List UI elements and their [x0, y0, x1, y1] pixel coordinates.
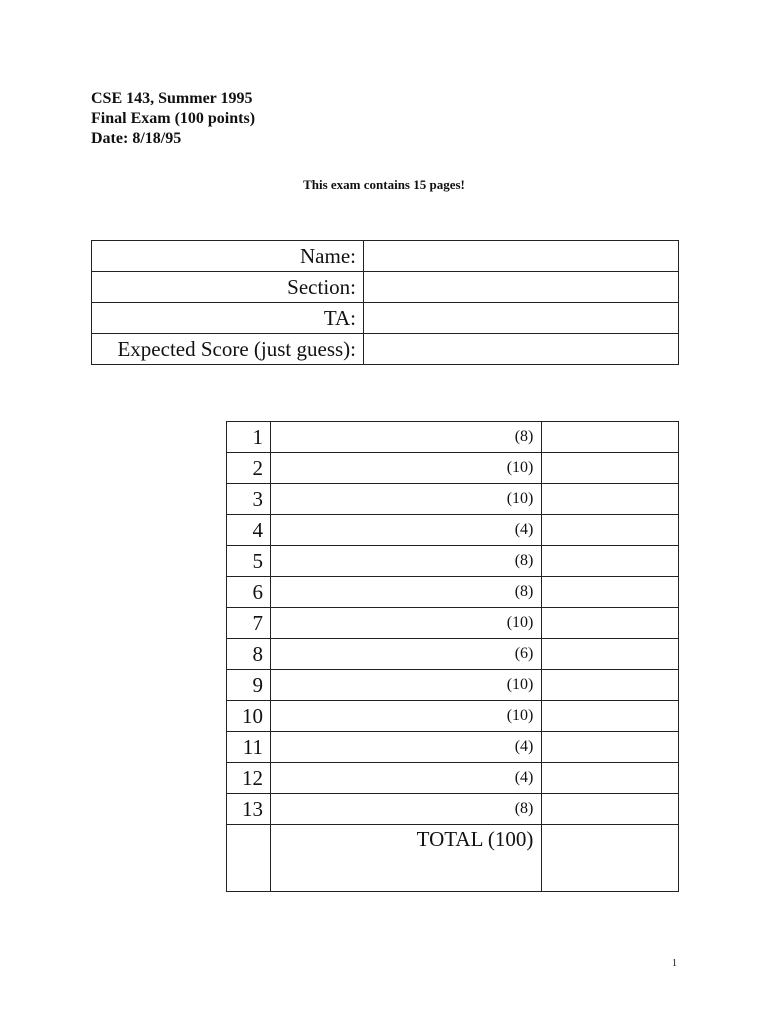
score-cell[interactable]	[542, 546, 679, 577]
total-label: TOTAL (100)	[270, 825, 541, 892]
question-number: 5	[227, 546, 271, 577]
question-points: (8)	[270, 422, 541, 453]
table-row	[227, 670, 679, 701]
ta-label: TA:	[92, 303, 364, 334]
table-row	[227, 484, 679, 515]
question-number: 3	[227, 484, 271, 515]
score-cell[interactable]	[542, 732, 679, 763]
table-row	[227, 577, 679, 608]
course-title: CSE 143, Summer 1995	[91, 90, 253, 107]
question-points: (4)	[270, 732, 541, 763]
question-number: 2	[227, 453, 271, 484]
table-row	[227, 546, 679, 577]
question-points: (8)	[270, 546, 541, 577]
table-row	[227, 515, 679, 546]
exam-date: Date: 8/18/95	[91, 130, 182, 147]
total-score-cell[interactable]	[542, 825, 679, 892]
question-points: (10)	[270, 608, 541, 639]
score-cell[interactable]	[542, 794, 679, 825]
name-field[interactable]	[364, 241, 679, 272]
question-points: (6)	[270, 639, 541, 670]
name-label: Name:	[92, 241, 364, 272]
question-number: 7	[227, 608, 271, 639]
score-cell[interactable]	[542, 484, 679, 515]
table-row	[227, 732, 679, 763]
score-cell[interactable]	[542, 763, 679, 794]
score-table	[226, 421, 679, 892]
section-label: Section:	[92, 272, 364, 303]
score-cell[interactable]	[542, 670, 679, 701]
table-row	[227, 608, 679, 639]
question-points: (8)	[270, 577, 541, 608]
info-row-name	[92, 241, 679, 272]
score-cell[interactable]	[542, 608, 679, 639]
question-points: (10)	[270, 701, 541, 732]
score-cell[interactable]	[542, 453, 679, 484]
question-number: 11	[227, 732, 271, 763]
total-row	[227, 825, 679, 892]
question-number: 6	[227, 577, 271, 608]
exam-header	[91, 89, 255, 149]
question-number: 10	[227, 701, 271, 732]
info-row-ta	[92, 303, 679, 334]
score-cell[interactable]	[542, 701, 679, 732]
question-points: (4)	[270, 763, 541, 794]
question-points: (4)	[270, 515, 541, 546]
expected-score-label: Expected Score (just guess):	[92, 334, 364, 365]
table-row	[227, 763, 679, 794]
info-row-section	[92, 272, 679, 303]
page-number: 1	[672, 958, 677, 969]
question-number: 12	[227, 763, 271, 794]
table-row	[227, 794, 679, 825]
score-cell[interactable]	[542, 639, 679, 670]
student-info-table	[91, 240, 679, 365]
question-number: 4	[227, 515, 271, 546]
table-row	[227, 453, 679, 484]
question-points: (10)	[270, 670, 541, 701]
table-row	[227, 639, 679, 670]
info-row-expected-score	[92, 334, 679, 365]
question-number: 9	[227, 670, 271, 701]
table-row	[227, 701, 679, 732]
question-points: (8)	[270, 794, 541, 825]
table-row	[227, 422, 679, 453]
expected-score-field[interactable]	[364, 334, 679, 365]
question-number: 8	[227, 639, 271, 670]
question-points: (10)	[270, 484, 541, 515]
section-field[interactable]	[364, 272, 679, 303]
score-cell[interactable]	[542, 515, 679, 546]
exam-title: Final Exam (100 points)	[91, 110, 256, 127]
question-points: (10)	[270, 453, 541, 484]
ta-field[interactable]	[364, 303, 679, 334]
page-count-notice: This exam contains 15 pages!	[303, 177, 465, 192]
question-number: 13	[227, 794, 271, 825]
score-cell[interactable]	[542, 422, 679, 453]
score-cell[interactable]	[542, 577, 679, 608]
total-number-cell	[227, 825, 271, 892]
question-number: 1	[227, 422, 271, 453]
